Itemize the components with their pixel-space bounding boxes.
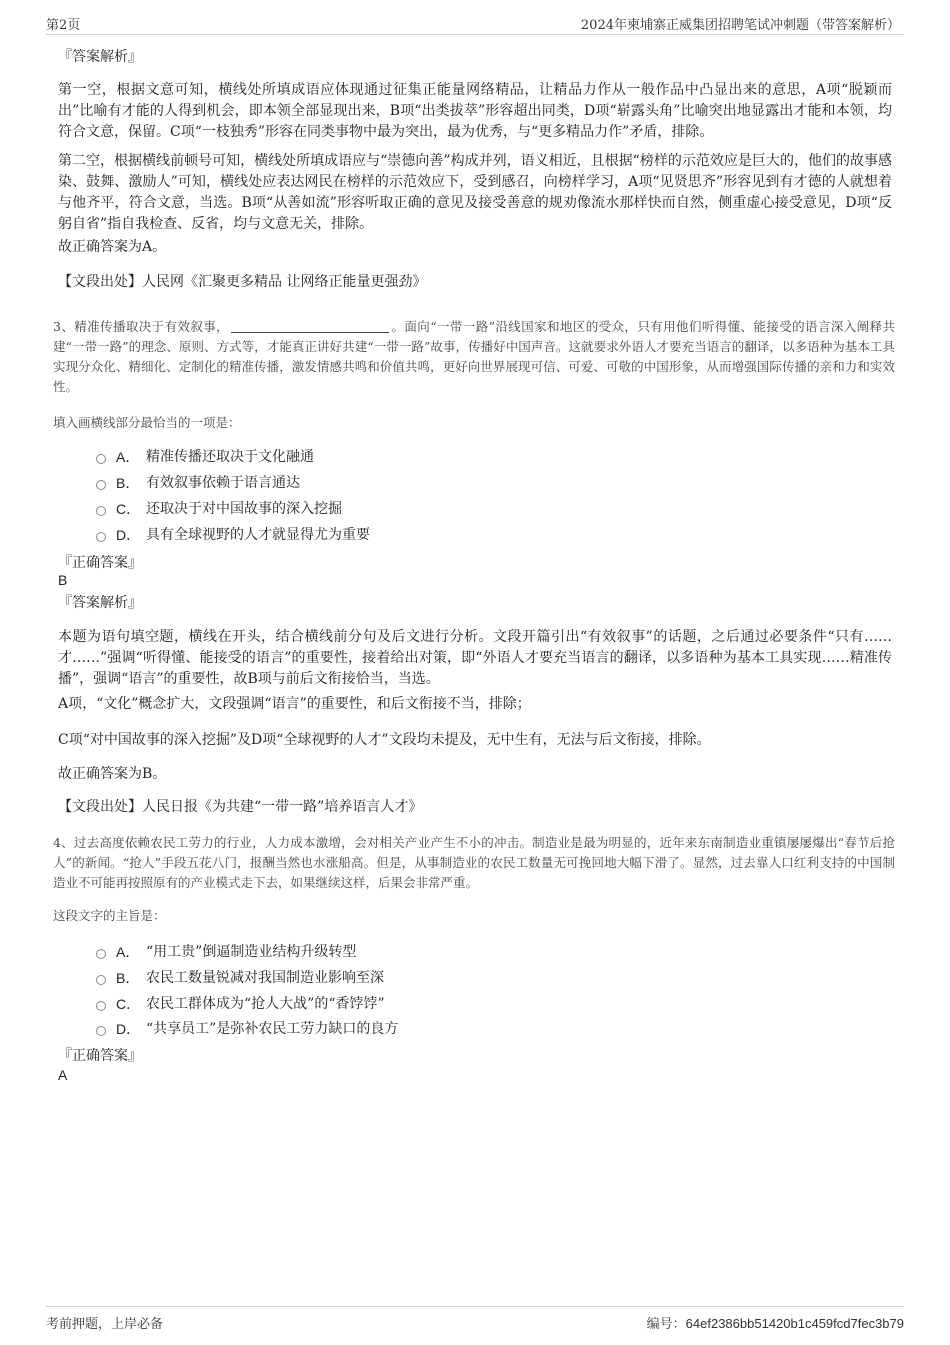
option-key: A． <box>116 449 140 465</box>
analysis-paragraph-2: A项，“文化”概念扩大，文段强调“语言”的重要性，和后文衔接不当，排除； <box>58 696 531 712</box>
option-text: “用工贵”倒逼制造业结构升级转型 <box>146 944 357 960</box>
analysis-paragraph-2: 第二空，根据横线前顿号可知，横线处所填成语应与“崇德向善”构成并列，语义相近，且根据“榜样的示范效应是巨大的，他们的故事感染、鼓舞、激励人”可知，横线处应表达网民在榜样的示范效应下，受到感召，向榜样学习，A项“见贤思齐”形容见到有才德的人就想着与他齐平，符合文意，当选。B项“从善如流”形容听取正确的意见及接受善意的规劝像流水那样快而自然，侧重虚心接受意见，D项“反躬自省”指自我检查、反省，均与文意无关，排除。 <box>58 153 892 232</box>
page-footer <box>46 1306 904 1333</box>
analysis-paragraph-1: 第一空，根据文意可知，横线处所填成语应体现通过征集正能量网络精品，让精品力作从一般作品中凸显出来的意思，A项“脱颖而出”比喻有才能的人得到机会，即本领全部显现出来，B项“出类拔萃”形容超出同类，D项“崭露头角”比喻突出地显露出才能和本领，均符合文意，保留。C项“一枝独秀”形容在同类事物中最为突出，最为优秀，与“更多精品力作”矛盾，排除。 <box>58 82 892 140</box>
fill-blank <box>231 318 389 333</box>
document-code <box>647 1313 904 1332</box>
option-key: D． <box>116 527 141 543</box>
radio-icon[interactable] <box>96 532 106 542</box>
answer-statement: 故正确答案为B。 <box>58 766 167 782</box>
analysis-paragraph-3: C项“对中国故事的深入挖掘”及D项“全球视野的人才”文段均未提及，无中生有，无法与后文衔接，排除。 <box>58 732 711 748</box>
question-3-lead: 3、精准传播取决于有效叙事， <box>53 319 230 334</box>
option-text: 有效叙事依赖于语言通达 <box>146 475 300 491</box>
option-text: 还取决于对中国故事的深入挖掘 <box>146 501 342 517</box>
code-label: 编号： <box>646 1317 686 1332</box>
option-text: 农民工群体成为“抢人大战”的“香饽饽” <box>146 996 385 1012</box>
option-text: 精准传播还取决于文化融通 <box>146 449 314 465</box>
option-text: “共享员工”是弥补农民工劳力缺口的良方 <box>146 1021 399 1037</box>
option-b[interactable] <box>96 968 384 988</box>
radio-icon[interactable] <box>96 1001 106 1011</box>
question-3-text <box>53 317 895 397</box>
document-title: 2024年柬埔寨正威集团招聘笔试冲刺题（带答案解析） <box>580 18 900 33</box>
option-key: B． <box>116 475 140 491</box>
option-key: C． <box>116 501 141 517</box>
source-citation: 【文段出处】人民网《汇聚更多精品 让网络正能量更强劲》 <box>58 274 427 290</box>
radio-icon[interactable] <box>96 975 106 985</box>
option-a[interactable] <box>96 447 314 467</box>
option-key: D． <box>116 1021 141 1037</box>
radio-icon[interactable] <box>96 1026 106 1036</box>
question-4-text: 4、过去高度依赖农民工劳力的行业，人力成本激增，会对相关产业产生不小的冲击。制造业是最为明显的，近年来东南制造业重镇屡屡爆出“春节后抢人”的新闻。“抢人”手段五花八门，报酬当然也水涨船高。但是，从事制造业的农民工数量无可挽回地大幅下滑了。显然，过去靠人口红利支持的中国制造业不可能再按照原有的产业模式走下去，如果继续这样，后果会非常严重。 <box>53 835 895 890</box>
analysis-label: 『答案解析』 <box>58 595 142 611</box>
option-d[interactable] <box>96 1019 398 1039</box>
option-c[interactable] <box>96 994 385 1014</box>
option-d[interactable] <box>96 525 370 545</box>
source-citation: 【文段出处】人民日报《为共建“一带一路”培养语言人才》 <box>58 799 423 815</box>
page-header <box>46 14 904 35</box>
question-3-body: 。面向“一带一路”沿线国家和地区的受众，只有用他们听得懂、能接受的语言深入阐释共建“一带一路”的理念、原则、方式等，才能真正讲好共建“一带一路”故事，传播好中国声音。这就要求外语人才要充当语言的翻译，以多语种为基本工具实现分众化、精细化、定制化的精准传播，激发情感共鸣和价值共鸣，更好向世界展现可信、可爱、可敬的中国形象，从而增强国际传播的亲和力和实效性。 <box>53 319 895 394</box>
correct-answer: B <box>58 572 68 588</box>
option-c[interactable] <box>96 499 342 519</box>
page-number: 第2页 <box>46 18 81 33</box>
option-key: A． <box>116 944 140 960</box>
answer-statement: 故正确答案为A。 <box>58 239 167 255</box>
correct-answer: A <box>58 1067 68 1083</box>
option-a[interactable] <box>96 942 356 962</box>
footer-slogan: 考前押题，上岸必备 <box>46 1317 164 1332</box>
option-text: 农民工数量锐减对我国制造业影响至深 <box>146 970 384 986</box>
option-b[interactable] <box>96 473 300 493</box>
option-key: B． <box>116 970 140 986</box>
correct-answer-label: 『正确答案』 <box>58 555 142 571</box>
analysis-paragraph-1: 本题为语句填空题，横线在开头，结合横线前分句及后文进行分析。文段开篇引出“有效叙事”的话题，之后通过必要条件“只有……才……”强调“听得懂、能接受的语言”的重要性，接着给出对策，即“外语人才要充当语言的翻译，以多语种为基本工具实现……精准传播”，强调“语言”的重要性，故B项与前后文衔接恰当，当选。 <box>58 629 892 687</box>
option-text: 具有全球视野的人才就显得尤为重要 <box>146 527 370 543</box>
option-key: C． <box>116 996 141 1012</box>
radio-icon[interactable] <box>96 480 106 490</box>
code-value: 64ef2386bb51420b1c459fcd7fec3b79 <box>685 1316 904 1331</box>
correct-answer-label: 『正确答案』 <box>58 1048 142 1064</box>
radio-icon[interactable] <box>96 506 106 516</box>
radio-icon[interactable] <box>96 949 106 959</box>
question-4-prompt: 这段文字的主旨是： <box>53 908 166 923</box>
analysis-label: 『答案解析』 <box>58 49 142 65</box>
question-3-prompt: 填入画横线部分最恰当的一项是： <box>53 415 241 430</box>
radio-icon[interactable] <box>96 454 106 464</box>
